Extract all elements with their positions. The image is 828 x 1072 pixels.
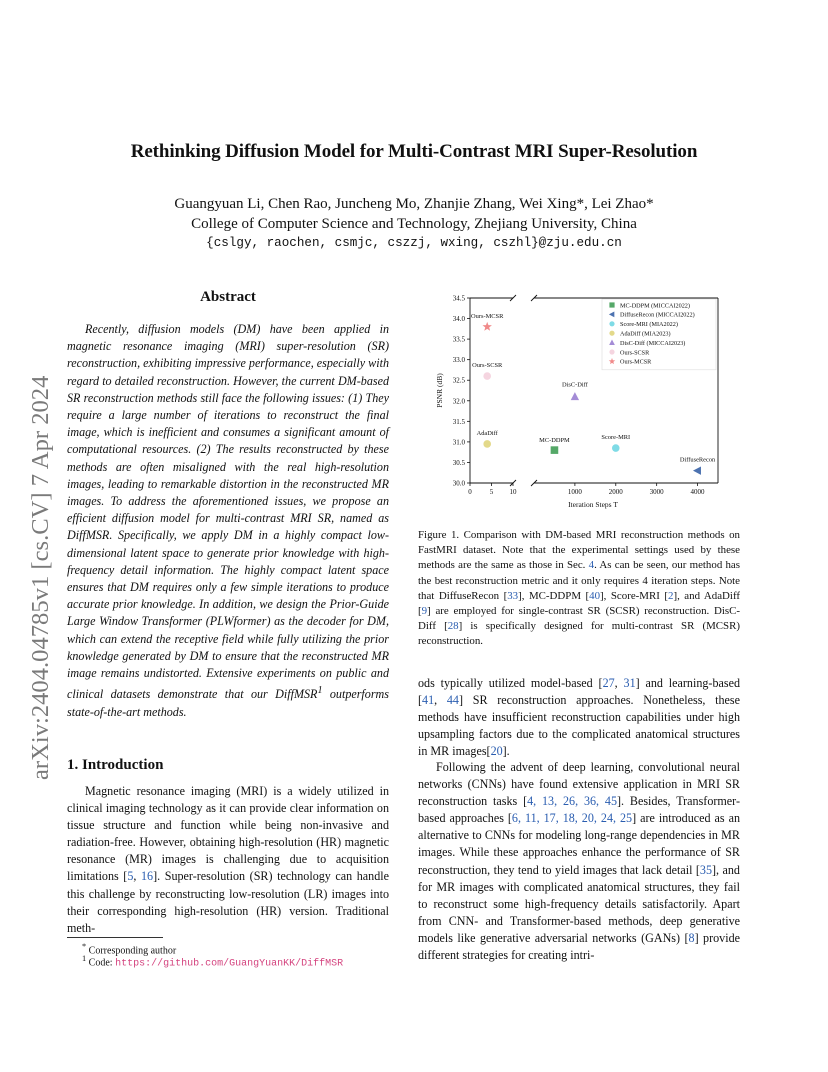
figure-caption: Figure 1. Comparison with DM-based MRI reconstruction methods on FastMRI dataset. Note that the experimental settings used by these methods are the same as those in Sec. 4. As can be seen, our method has the best reconstruction metric and it only requires 4 iteration steps. Note that DiffuseRecon [33], MC-DDPM [40], Score-MRI [2], and AdaDiff [9] are employed for single-contrast SR (SCSR) reconstruction. DisC-Diff [28] is specifically designed for multi-contrast SR (MCSR) reconstruction. — [418, 529, 741, 648]
x-tick-label: 2000 — [608, 488, 623, 496]
legend-label-Ours-SCSR: Ours-SCSR — [620, 349, 650, 357]
legend-label-DiffuseRecon: DiffuseRecon (MICCAI2022) — [620, 311, 695, 319]
data-point-DisC-Diff — [571, 392, 579, 400]
data-point-AdaDiff — [483, 440, 491, 448]
point-label-AdaDiff: AdaDiff — [476, 429, 498, 437]
data-point-Ours-MCSR — [483, 322, 492, 331]
emails: {cslgy, raochen, csmjc, cszzj, wxing, cszhl}@zju.edu.cn — [206, 236, 622, 250]
data-point-MC-DDPM — [551, 446, 559, 454]
y-tick-label: 34.5 — [452, 294, 465, 303]
citation-link[interactable]: 28 — [447, 620, 459, 633]
citation-link[interactable]: 2 — [668, 589, 674, 602]
citation-link[interactable]: 27 — [602, 676, 615, 690]
section-heading-introduction: 1. Introduction — [67, 757, 164, 773]
arxiv-stamp — [22, 292, 56, 782]
abstract-text: Recently, diffusion models (DM) have been applied in magnetic resonance imaging (MRI) super-resolution (SR) reconstruction, exhibiting impressive performance, especially with regard to detailed reconstruction. However, the current DM-based SR reconstruction methods still face the following issues: (1) They require a large number of iterations to reconstruct the final image, which is inefficient and consumes a significant amount of computational resources. (2) The results reconstructed by these methods are often misaligned with the real high-resolution images, leading to remarkable distortion in the reconstructed MR images. To address the aforementioned issues, we propose an efficient diffusion model for multi-contrast MRI SR, named as DiffMSR. Specifically, we apply DM in a highly compact low-dimensional latent space to generate prior knowledge with high-frequency detail information. The highly compact latent space ensures that DM requires only a few simple iterations to produce accurate prior knowledge. In addition, we design the Prior-Guide Large Window Transformer (PLWformer) as the decoder for DM, which can extend the receptive field while fully utilizing the prior knowledge generated by DM to ensure that the reconstructed MR image remains undistorted. Extensive experiments on public and clinical datasets demonstrate that our DiffMSR$^1$ outperforms state-of-the-art methods. — [67, 322, 389, 719]
citation-link[interactable]: 40 — [589, 589, 601, 602]
x-tick-label: 10 — [509, 488, 517, 496]
citation-link[interactable]: 35 — [699, 862, 713, 877]
legend-marker-Score-MRI — [609, 321, 614, 326]
point-label-DiffuseRecon: DiffuseRecon — [679, 456, 716, 464]
y-tick-label: 33.0 — [452, 356, 465, 365]
code-url-link[interactable]: https://github.com/GuangYuanKK/DiffMSR — [115, 958, 344, 970]
citation-link[interactable]: 5 — [127, 869, 134, 884]
citation-link[interactable]: 16 — [141, 869, 154, 884]
legend-label-MC-DDPM: MC-DDPM (MICCAI2022) — [620, 302, 690, 310]
data-point-DiffuseRecon — [693, 466, 701, 474]
y-tick-label: 32.0 — [452, 397, 465, 406]
point-label-MC-DDPM: MC-DDPM — [539, 437, 570, 445]
citation-link[interactable]: 44 — [446, 693, 459, 708]
citation-link[interactable]: 33 — [507, 589, 519, 602]
affiliation: College of Computer Science and Technology, Zhejiang University, China — [191, 216, 637, 232]
citation-link[interactable]: 31 — [623, 676, 636, 690]
legend-label-AdaDiff: AdaDiff (MIA2023) — [620, 330, 671, 338]
citation-link[interactable]: 8 — [688, 930, 695, 945]
y-tick-label: 33.5 — [452, 335, 465, 344]
point-label-Score-MRI: Score-MRI — [601, 434, 631, 442]
x-tick-label: 5 — [489, 488, 494, 496]
legend-label-DisC-Diff: DisC-Diff (MICCAI2023) — [620, 339, 686, 347]
y-tick-label: 31.5 — [452, 417, 465, 426]
data-point-Score-MRI — [612, 444, 620, 452]
legend-label-Ours-MCSR: Ours-MCSR — [620, 358, 652, 366]
authors: Guangyuan Li, Chen Rao, Juncheng Mo, Zhanjie Zhang, Wei Xing*, Lei Zhao* — [174, 196, 654, 212]
footnote-rule — [67, 937, 163, 938]
arxiv-stamp-text: arXiv:2404.04785v1 [cs.CV] 7 Apr 2024 — [27, 375, 54, 780]
abstract-heading: Abstract — [200, 289, 256, 305]
right-paragraph-1: ods typically utilized model-based [27, 31] and learning-based [41, 44] SR reconstruction approaches. Nonetheless, these methods have insufficient reconstruction capabilities under high upsampling factors due to the complicated anatomical structures in MR images[20]. — [418, 676, 740, 759]
footnote-marker: 1 — [317, 685, 323, 697]
paper-title: Rethinking Diffusion Model for Multi-Contrast MRI Super-Resolution — [130, 141, 698, 162]
intro-paragraph: Magnetic resonance imaging (MRI) is a widely utilized in clinical imaging technology as it can provide clear information on tissue structure and function while being non-invasive and radiation-free. However, obtaining high-resolution (HR) magnetic resonance (MR) images is challenging due to acquisition limitations [5, 16]. Super-resolution (SR) technology can handle this challenge by reconstructing low-resolution (LR) images into their corresponding high-resolution (HR) version. Traditional meth- — [67, 784, 390, 935]
x-tick-label: 1000 — [567, 488, 582, 496]
scatter-chart — [418, 288, 760, 512]
footnote-corresponding: * Corresponding author — [82, 942, 177, 957]
y-tick-label: 30.0 — [452, 479, 465, 488]
point-label-DisC-Diff: DisC-Diff — [561, 381, 588, 389]
citation-link[interactable]: 9 — [421, 605, 428, 618]
y-tick-label: 30.5 — [452, 458, 465, 467]
right-paragraph-2: Following the advent of deep learning, convolutional neural networks (CNNs) have found extensive application in MRI SR reconstruction tasks [4, 13, 26, 36, 45]. Besides, Transformer-based approaches [6, 11, 17, 18, 20, 24, 25] are introduced as an alternative to CNNs for modeling long-range dependencies in MR images. While these approaches enhance the performance of SR reconstruction, they tend to yield images that lack detail [35], and for MR images with complicated anatomical structures, they fail to reconstruct some high-frequency details satisfactorily. Apart from CNN- and Transformer-based methods, deep generative models like generative adversarial networks (GANs) [8] provide different strategies for creating intri- — [418, 760, 740, 963]
citation-link[interactable]: 20 — [490, 744, 503, 759]
point-label-Ours-MCSR: Ours-MCSR — [471, 312, 504, 320]
data-point-Ours-SCSR — [483, 372, 491, 380]
citation-link[interactable]: 41 — [422, 693, 435, 708]
x-axis-label: Iteration Steps T — [568, 500, 618, 509]
figure-1-chart — [418, 288, 760, 512]
footnote-code: $^1$ Code: https://github.com/GuangYuanKK/DiffMSR — [82, 954, 344, 970]
y-tick-label: 32.5 — [452, 376, 465, 385]
legend-marker-Ours-SCSR — [609, 349, 614, 354]
legend-marker-MC-DDPM — [609, 302, 614, 307]
section-link[interactable]: 4 — [588, 559, 595, 572]
x-tick-label: 4000 — [690, 488, 705, 496]
x-tick-label: 0 — [468, 488, 472, 496]
citation-link[interactable]: 4, 13, 26, 36, 45 — [527, 794, 618, 809]
legend-marker-AdaDiff — [609, 331, 614, 336]
y-tick-label: 31.0 — [452, 438, 465, 447]
x-tick-label: 3000 — [649, 488, 664, 496]
point-label-Ours-SCSR: Ours-SCSR — [472, 362, 503, 370]
y-tick-label: 34.0 — [452, 315, 465, 324]
y-axis-label: PSNR (dB) — [435, 373, 444, 408]
citation-link[interactable]: 6, 11, 17, 18, 20, 24, 25 — [511, 811, 633, 826]
legend-label-Score-MRI: Score-MRI (MIA2022) — [620, 321, 678, 329]
